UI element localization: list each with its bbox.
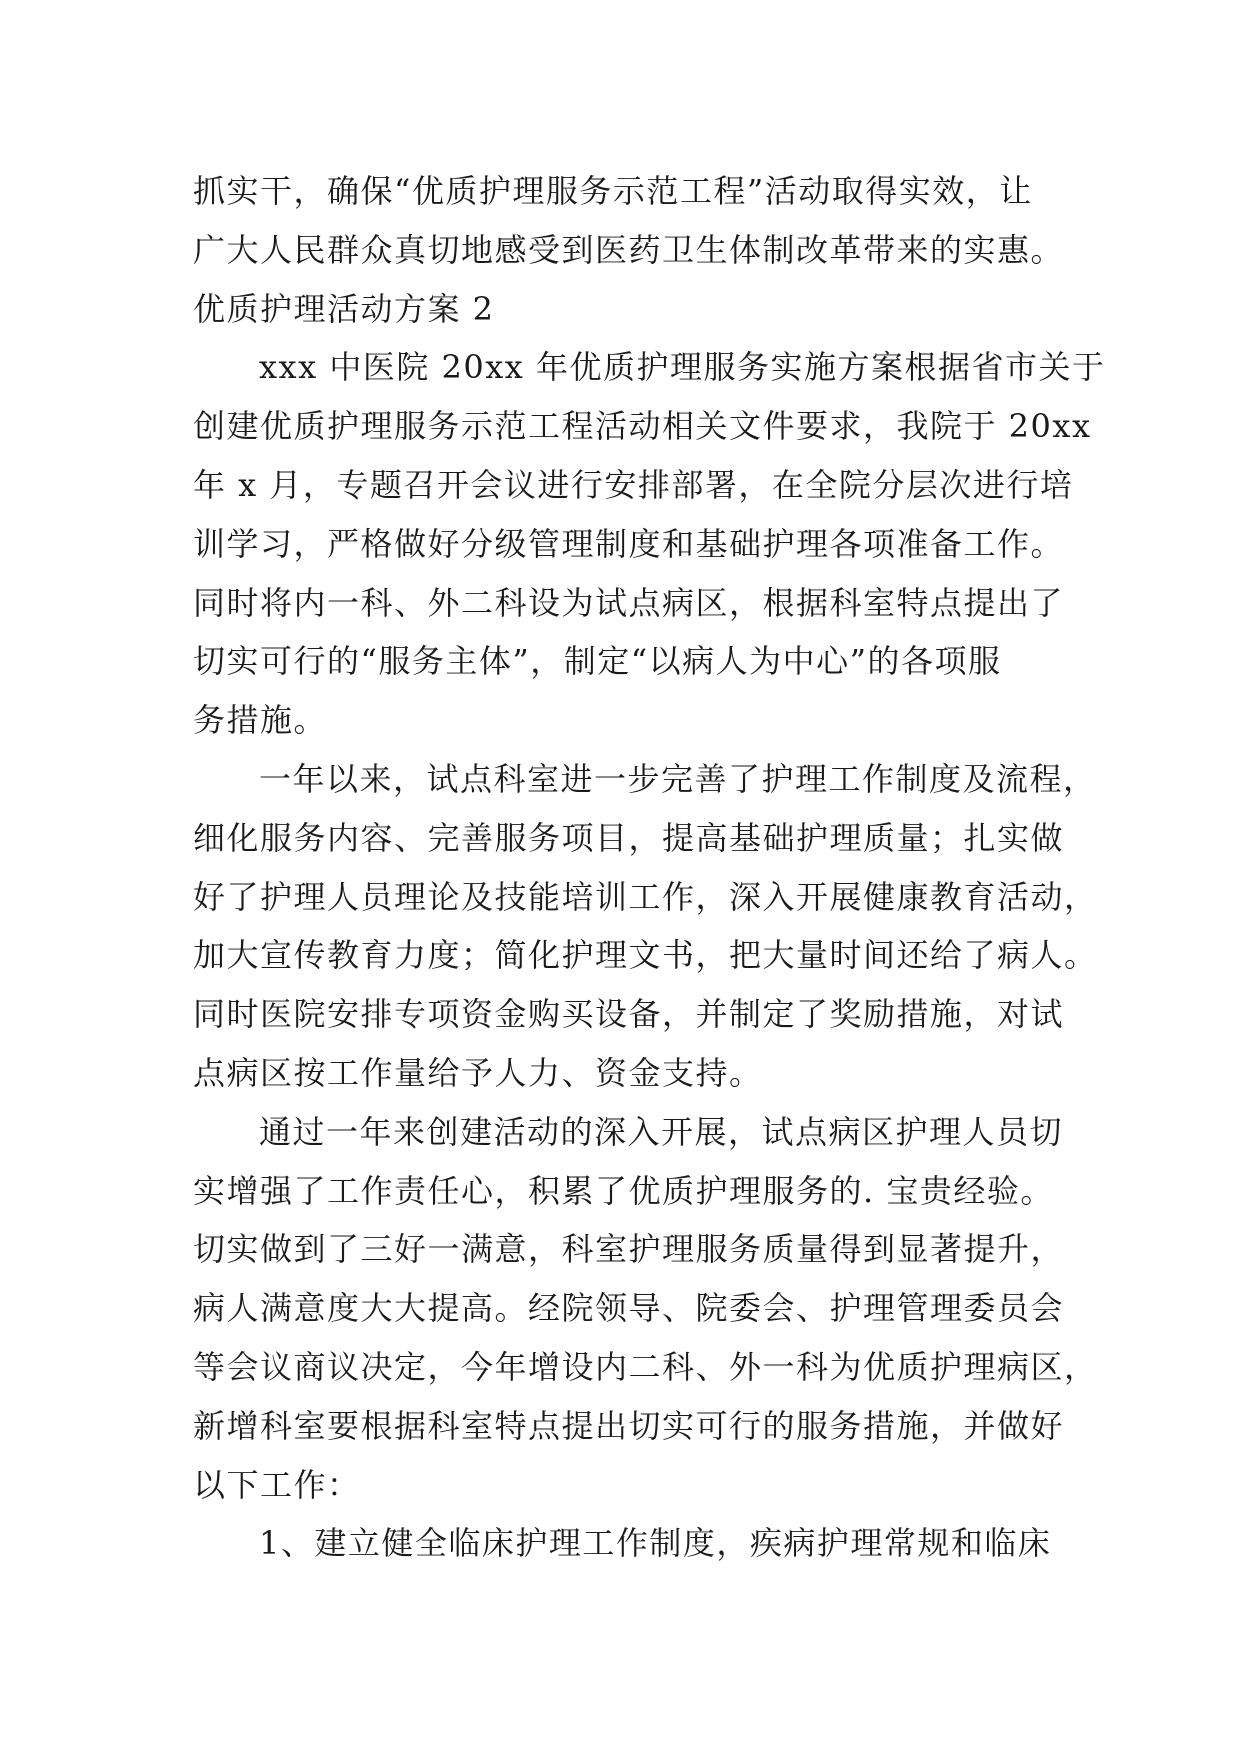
- text-line: 同时医院安排专项资金购买设备，并制定了奖励措施，对试: [193, 995, 1065, 1034]
- text-line: 抓实干，确保“优质护理服务示范工程”活动取得实效，让: [193, 172, 1033, 210]
- text-line: 实增强了工作责任心，积累了优质护理服务的. 宝贵经验。: [193, 1171, 1054, 1210]
- paragraph-start: 通过一年来创建活动的深入开展，试点病区护理人员切: [259, 1112, 1064, 1151]
- text-line: 加大宣传教育力度；简化护理文书，把大量时间还给了病人。: [193, 936, 1098, 975]
- text-line: 创建优质护理服务示范工程活动相关文件要求，我院于 20xx: [193, 407, 1092, 446]
- section-heading: 优质护理活动方案 2: [193, 289, 495, 328]
- text-line: 细化服务内容、完善服务项目，提高基础护理质量；扎实做: [193, 818, 1065, 857]
- document-body: [193, 162, 1106, 1573]
- text-line: 年 x 月，专题召开会议进行安排部署，在全院分层次进行培: [193, 465, 1074, 504]
- paragraph-start: xxx 中医院 20xx 年优质护理服务实施方案根据省市关于: [259, 348, 1106, 387]
- text-line: 点病区按工作量给予人力、资金支持。: [193, 1053, 763, 1092]
- text-line: 切实做到了三好一满意，科室护理服务质量得到显著提升，: [193, 1230, 1065, 1269]
- text-line: 切实可行的“服务主体”，制定“以病人为中心”的各项服: [193, 642, 1002, 681]
- list-item: 1、建立健全临床护理工作制度，疾病护理常规和临床: [259, 1524, 1052, 1563]
- text-line: 同时将内一科、外二科设为试点病区，根据科室特点提出了: [193, 583, 1065, 622]
- text-line: 务措施。: [193, 701, 328, 740]
- text-line: 训学习，严格做好分级管理制度和基础护理各项准备工作。: [193, 524, 1065, 563]
- text-line: 广大人民群众真切地感受到医药卫生体制改革带来的实惠。: [193, 230, 1065, 269]
- text-line: 新增科室要根据科室特点提出切实可行的服务措施，并做好: [193, 1406, 1065, 1445]
- text-line: 等会议商议决定，今年增设内二科、外一科为优质护理病区，: [193, 1347, 1098, 1386]
- text-line: 好了护理人员理论及技能培训工作，深入开展健康教育活动，: [193, 877, 1098, 916]
- text-line: 以下工作：: [193, 1465, 361, 1504]
- text-line: 病人满意度大大提高。经院领导、院委会、护理管理委员会: [193, 1289, 1065, 1328]
- paragraph-start: 一年以来，试点科室进一步完善了护理工作制度及流程，: [259, 759, 1097, 798]
